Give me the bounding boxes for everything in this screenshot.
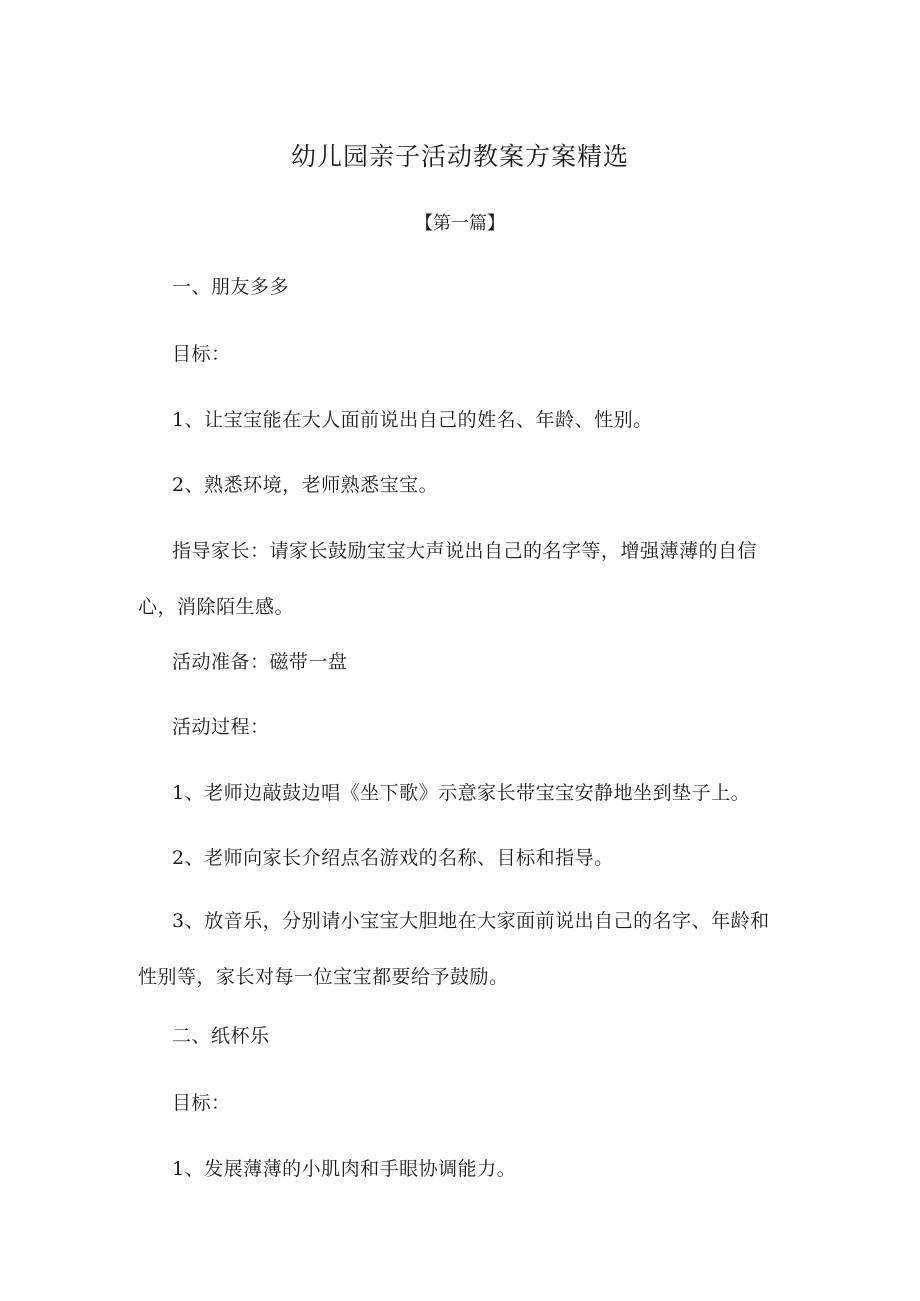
goal-item-2: 2、熟悉环境，老师熟悉宝宝。 xyxy=(172,474,439,496)
goal-item-1b: 1、发展薄薄的小肌肉和手眼协调能力。 xyxy=(172,1158,517,1180)
heading-paper-cup: 二、纸杯乐 xyxy=(172,1025,270,1047)
goal-label: 目标： xyxy=(172,343,231,365)
process-step-2: 2、老师向家长介绍点名游戏的名称、目标和指导。 xyxy=(172,847,614,869)
goal-item-1: 1、让宝宝能在大人面前说出自己的姓名、年龄、性别。 xyxy=(172,409,653,431)
process-step-3: 3、放音乐，分别请小宝宝大胆地在大家面前说出自己的名字、年龄和性别等，家长对每一位宝宝都要给予鼓励。 xyxy=(138,910,770,988)
activity-preparation: 活动准备：磁带一盘 xyxy=(172,651,348,673)
heading-friends: 一、朋友多多 xyxy=(172,276,290,298)
section-label: 【第一篇】 xyxy=(415,213,505,234)
parent-guidance: 指导家长：请家长鼓励宝宝大声说出自己的名字等，增强薄薄的自信心，消除陌生感。 xyxy=(138,540,758,618)
goal-label-2: 目标： xyxy=(172,1092,231,1114)
process-step-1: 1、老师边敲鼓边唱《坐下歌》示意家长带宝宝安静地坐到垫子上。 xyxy=(172,782,751,804)
activity-process-label: 活动过程： xyxy=(172,716,270,738)
document-title: 幼儿园亲子活动教案方案精选 xyxy=(290,142,629,171)
